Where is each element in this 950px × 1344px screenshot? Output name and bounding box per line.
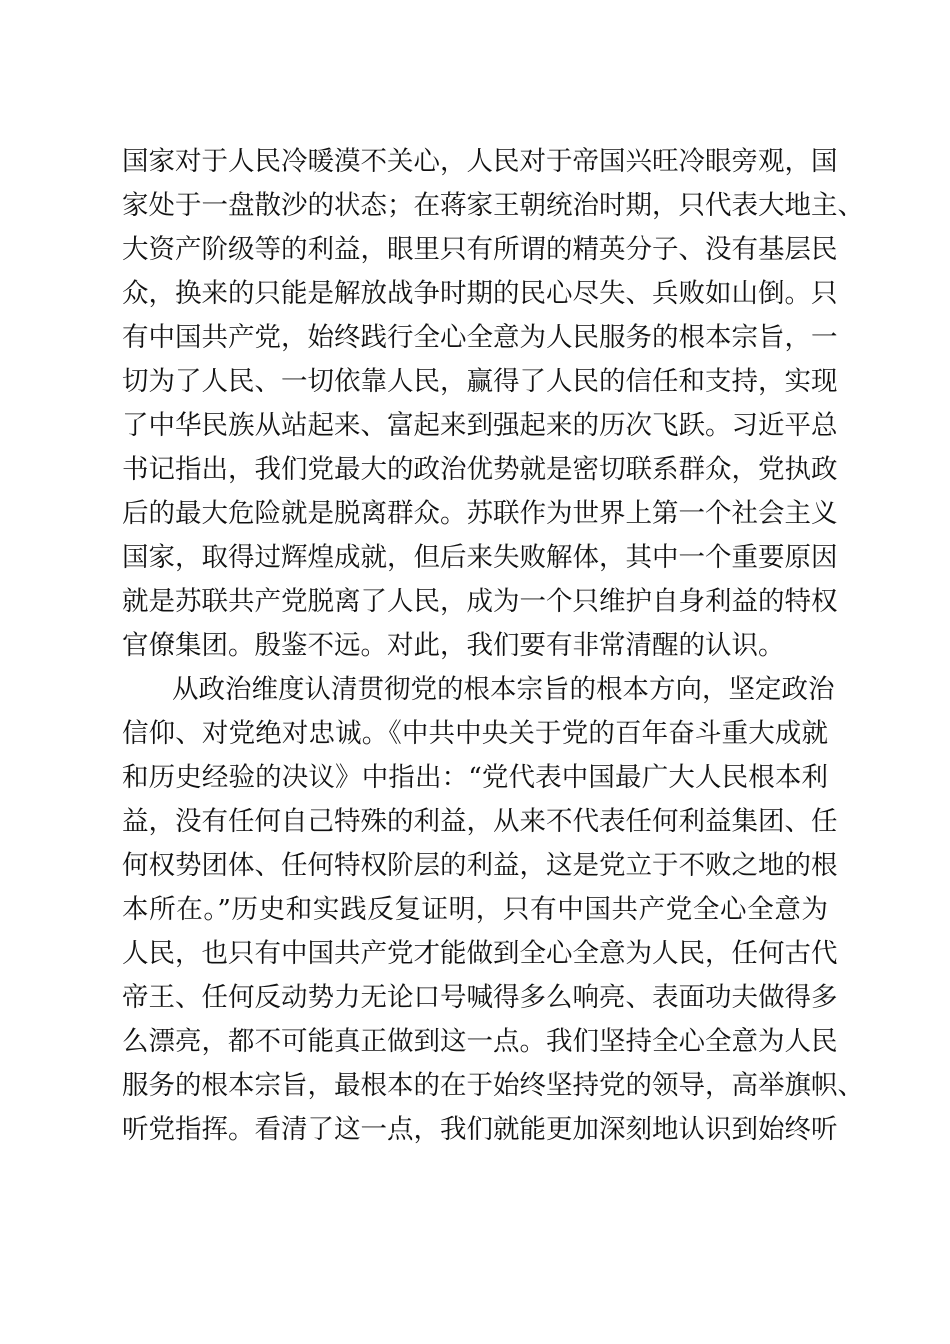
text-line: 帝王、任何反动势力无论口号喊得多么响亮、表面功夫做得多 bbox=[122, 982, 838, 1013]
text-line: 服务的根本宗旨，最根本的在于始终坚持党的领导，高举旗帜、 bbox=[122, 1070, 864, 1101]
text-line: 信仰、对党绝对忠诚。《中共中央关于党的百年奋斗重大成就 bbox=[122, 718, 828, 749]
text-line: 本所在。”历史和实践反复证明，只有中国共产党全心全意为 bbox=[122, 894, 828, 925]
text-line: 就是苏联共产党脱离了人民，成为一个只维护自身利益的特权 bbox=[122, 586, 838, 617]
text-line: 大资产阶级等的利益，眼里只有所谓的精英分子、没有基层民 bbox=[122, 234, 838, 265]
text-line: 人民，也只有中国共产党才能做到全心全意为人民，任何古代 bbox=[122, 938, 838, 969]
text-line: 家处于一盘散沙的状态；在蒋家王朝统治时期，只代表大地主、 bbox=[122, 190, 864, 221]
text-line: 么漂亮，都不可能真正做到这一点。我们坚持全心全意为人民 bbox=[122, 1026, 838, 1057]
text-line: 听党指挥。看清了这一点，我们就能更加深刻地认识到始终听 bbox=[122, 1114, 838, 1145]
text-line: 何权势团体、任何特权阶层的利益，这是党立于不败之地的根 bbox=[122, 850, 838, 881]
paragraph-start-line: 从政治维度认清贯彻党的根本宗旨的根本方向，坚定政治 bbox=[172, 674, 835, 705]
text-line: 了中华民族从站起来、富起来到强起来的历次飞跃。习近平总 bbox=[122, 410, 838, 441]
text-line: 众，换来的只能是解放战争时期的民心尽失、兵败如山倒。只 bbox=[122, 278, 838, 309]
paragraph-end-line: 官僚集团。殷鉴不远。对此，我们要有非常清醒的认识。 bbox=[122, 630, 785, 661]
text-line: 国家对于人民冷暖漠不关心，人民对于帝国兴旺冷眼旁观，国 bbox=[122, 146, 838, 177]
text-line: 书记指出，我们党最大的政治优势就是密切联系群众，党执政 bbox=[122, 454, 838, 485]
text-line: 和历史经验的决议》中指出：“党代表中国最广大人民根本利 bbox=[122, 762, 828, 793]
text-line: 后的最大危险就是脱离群众。苏联作为世界上第一个社会主义 bbox=[122, 498, 838, 529]
text-line: 国家，取得过辉煌成就，但后来失败解体，其中一个重要原因 bbox=[122, 542, 838, 573]
text-line: 切为了人民、一切依靠人民，赢得了人民的信任和支持，实现 bbox=[122, 366, 838, 397]
text-line: 益，没有任何自己特殊的利益，从来不代表任何利益集团、任 bbox=[122, 806, 838, 837]
text-line: 有中国共产党，始终践行全心全意为人民服务的根本宗旨，一 bbox=[122, 322, 838, 353]
